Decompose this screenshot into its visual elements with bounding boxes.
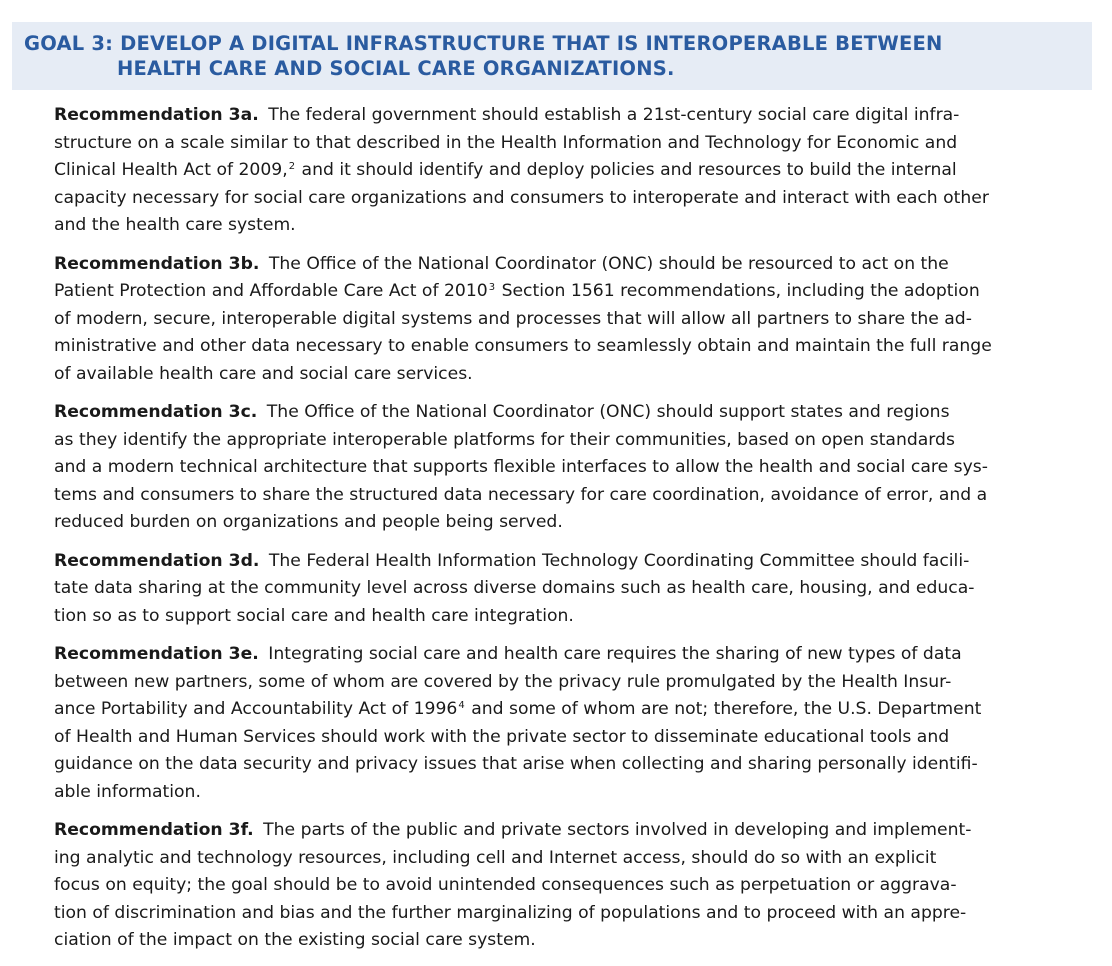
recommendation-text: The federal government should establish a 21st-century social care digital infra-: [268, 105, 960, 125]
recommendation-text: ciation of the impact on the existing social care system.: [54, 930, 536, 950]
recommendation-text: Integrating social care and health care requires the sharing of new types of data: [268, 644, 962, 664]
recommendation-text: ing analytic and technology resources, including cell and Internet access, should do so with an explicit: [54, 847, 937, 868]
goal-heading-line1: GOAL 3: DEVELOP A DIGITAL INFRASTRUCTURE THAT IS INTEROPERABLE BETWEEN: [24, 32, 943, 55]
recommendation-3f: [54, 817, 1054, 955]
recommendation-label: Recommendation 3d.: [54, 550, 260, 571]
recommendation-text: The Federal Health Information Technology Coordinating Committee should facili-: [268, 550, 970, 571]
recommendation-text: and the health care system.: [54, 215, 296, 235]
recommendation-3d: [54, 548, 1054, 631]
recommendation-text: as they identify the appropriate interoperable platforms for their communities, based on open standards: [54, 429, 955, 450]
footnote-ref: 2: [288, 161, 296, 172]
recommendation-text: reduced burden on organizations and people being served.: [54, 512, 563, 532]
recommendation-text: and some of whom are not; therefore, the U.S. Department: [471, 699, 982, 719]
recommendation-text: ance Portability and Accountability Act of 1996: [54, 699, 458, 719]
recommendation-label: Recommendation 3b.: [54, 253, 260, 274]
recommendation-text: able information.: [54, 781, 201, 802]
recommendation-text: ministrative and other data necessary to enable consumers to seamlessly obtain and maintain the full range: [54, 336, 992, 356]
recommendation-text: tems and consumers to share the structured data necessary for care coordination, avoidance of error, and a: [54, 484, 988, 505]
recommendation-3b: [54, 251, 1054, 389]
recommendation-text: capacity necessary for social care organizations and consumers to interoperate and interact with each other: [54, 187, 989, 208]
recommendation-3e: [54, 641, 1054, 806]
recommendation-3c: [54, 399, 1054, 537]
recommendation-text: of Health and Human Services should work with the private sector to disseminate educational tools and: [54, 726, 950, 747]
recommendation-text: The Office of the National Coordinator (ONC) should support states and regions: [266, 402, 950, 422]
goal-heading-line2: HEALTH CARE AND SOCIAL CARE ORGANIZATIONS.: [117, 57, 675, 80]
recommendation-text: The parts of the public and private sectors involved in developing and implement-: [263, 820, 972, 840]
footnote-ref: 4: [458, 700, 465, 711]
recommendation-label: Recommendation 3c.: [54, 402, 258, 422]
recommendation-label: Recommendation 3a.: [54, 105, 259, 125]
recommendation-text: of available health care and social care services.: [54, 363, 473, 384]
goal-heading: [24, 31, 943, 81]
recommendation-text: tion of discrimination and bias and the further marginalizing of populations and to proceed with an appre-: [54, 902, 967, 923]
recommendation-text: The Office of the National Coordinator (ONC) should be resourced to act on the: [268, 253, 949, 274]
recommendation-3a: [54, 102, 1054, 240]
recommendation-text: Patient Protection and Affordable Care Act of 2010: [54, 281, 488, 301]
recommendation-text: and a modern technical architecture that supports flexible interfaces to allow the health and social care sys-: [54, 457, 988, 477]
recommendation-label: Recommendation 3f.: [54, 820, 254, 840]
recommendation-text: tion so as to support social care and health care integration.: [54, 605, 574, 626]
footnote-ref: 3: [488, 282, 496, 293]
recommendations-list: [54, 102, 1054, 966]
recommendation-text: and it should identify and deploy policies and resources to build the internal: [301, 160, 957, 180]
recommendation-label: Recommendation 3e.: [54, 644, 259, 664]
recommendation-text: focus on equity; the goal should be to avoid unintended consequences such as perpetuation or aggrava-: [54, 875, 957, 895]
recommendation-text: tate data sharing at the community level across diverse domains such as health care, housing, and educa-: [54, 578, 975, 598]
recommendation-text: of modern, secure, interoperable digital systems and processes that will allow all partners to share the ad-: [54, 308, 972, 329]
recommendation-text: between new partners, some of whom are covered by the privacy rule promulgated by the Health Insur-: [54, 671, 952, 692]
recommendation-text: guidance on the data security and privacy issues that arise when collecting and sharing personally identifi-: [54, 754, 978, 774]
recommendation-text: Section 1561 recommendations, including the adoption: [501, 281, 980, 301]
recommendation-text: structure on a scale similar to that described in the Health Information and Technology for Economic and: [54, 132, 958, 153]
recommendation-text: Clinical Health Act of 2009,: [54, 160, 288, 180]
